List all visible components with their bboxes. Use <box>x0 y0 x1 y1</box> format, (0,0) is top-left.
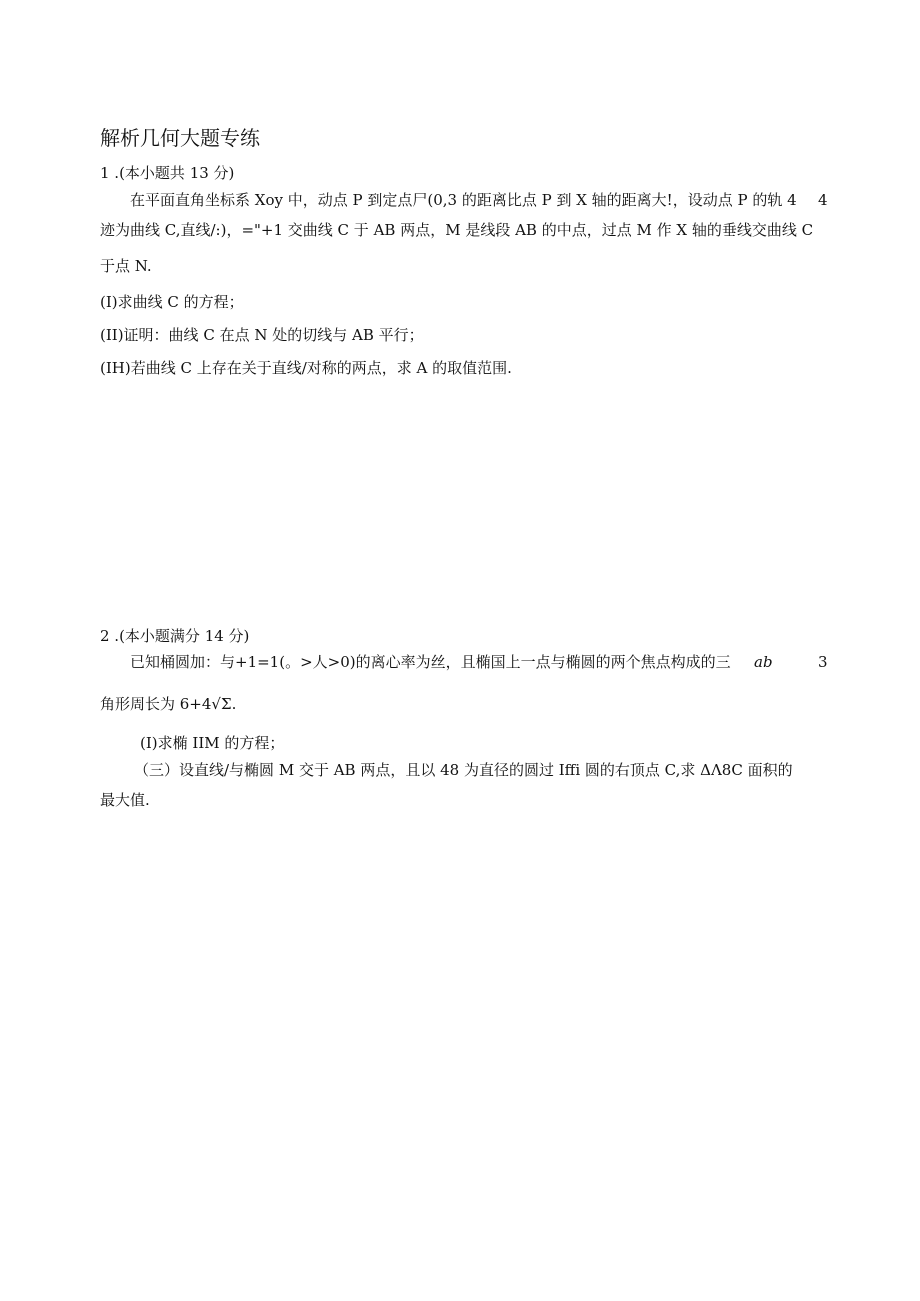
problem1-margin-number: 4 <box>818 191 828 209</box>
problem1-body-line1: 在平面直角坐标系 Xoy 中，动点 P 到定点尸(0,3 的距离比点 P 到 X 轴的距离大!，设动点 P 的轨 4 <box>130 191 797 209</box>
problem2-body-line2: 角形周长为 6+4√Σ. <box>100 695 237 713</box>
problem2-part1: (I)求椭 IIM 的方程； <box>140 734 285 752</box>
problem1-body-line2: 迹为曲线 C,直线/:)，="+1 交曲线 C 于 AB 两点，M 是线段 AB 的中点，过点 M 作 X 轴的垂线交曲线 C <box>100 221 814 239</box>
problem1-body-line3: 于点 N. <box>100 257 152 275</box>
problem2-part2-line2: 最大值. <box>100 791 150 809</box>
problem2-header: 2 .(本小题满分 14 分) <box>100 627 250 645</box>
problem1-part2: (II)证明：曲线 C 在点 N 处的切线与 AB 平行； <box>100 326 424 344</box>
problem2-part2-line1: （三）设直线/与椭圆 M 交于 AB 两点，且以 48 为直径的圆过 Iffi 圆的右顶点 C,求 ΔΛ8C 面积的 <box>134 761 793 779</box>
problem2-body-line1: 已知桶圆加：与+1=1(。>人>0)的离心率为丝，且椭国上一点与椭圆的两个焦点构成的三 <box>130 653 731 671</box>
problem2-italic-ab: ab <box>754 653 773 671</box>
page-title: 解析几何大题专练 <box>100 126 260 150</box>
problem1-header: 1 .(本小题共 13 分) <box>100 164 235 182</box>
problem2-margin-number: 3 <box>818 653 828 671</box>
problem1-part1: (I)求曲线 C 的方程； <box>100 293 244 311</box>
problem1-part3: (IH)若曲线 C 上存在关于直线/对称的两点，求 A 的取值范围. <box>100 359 512 377</box>
